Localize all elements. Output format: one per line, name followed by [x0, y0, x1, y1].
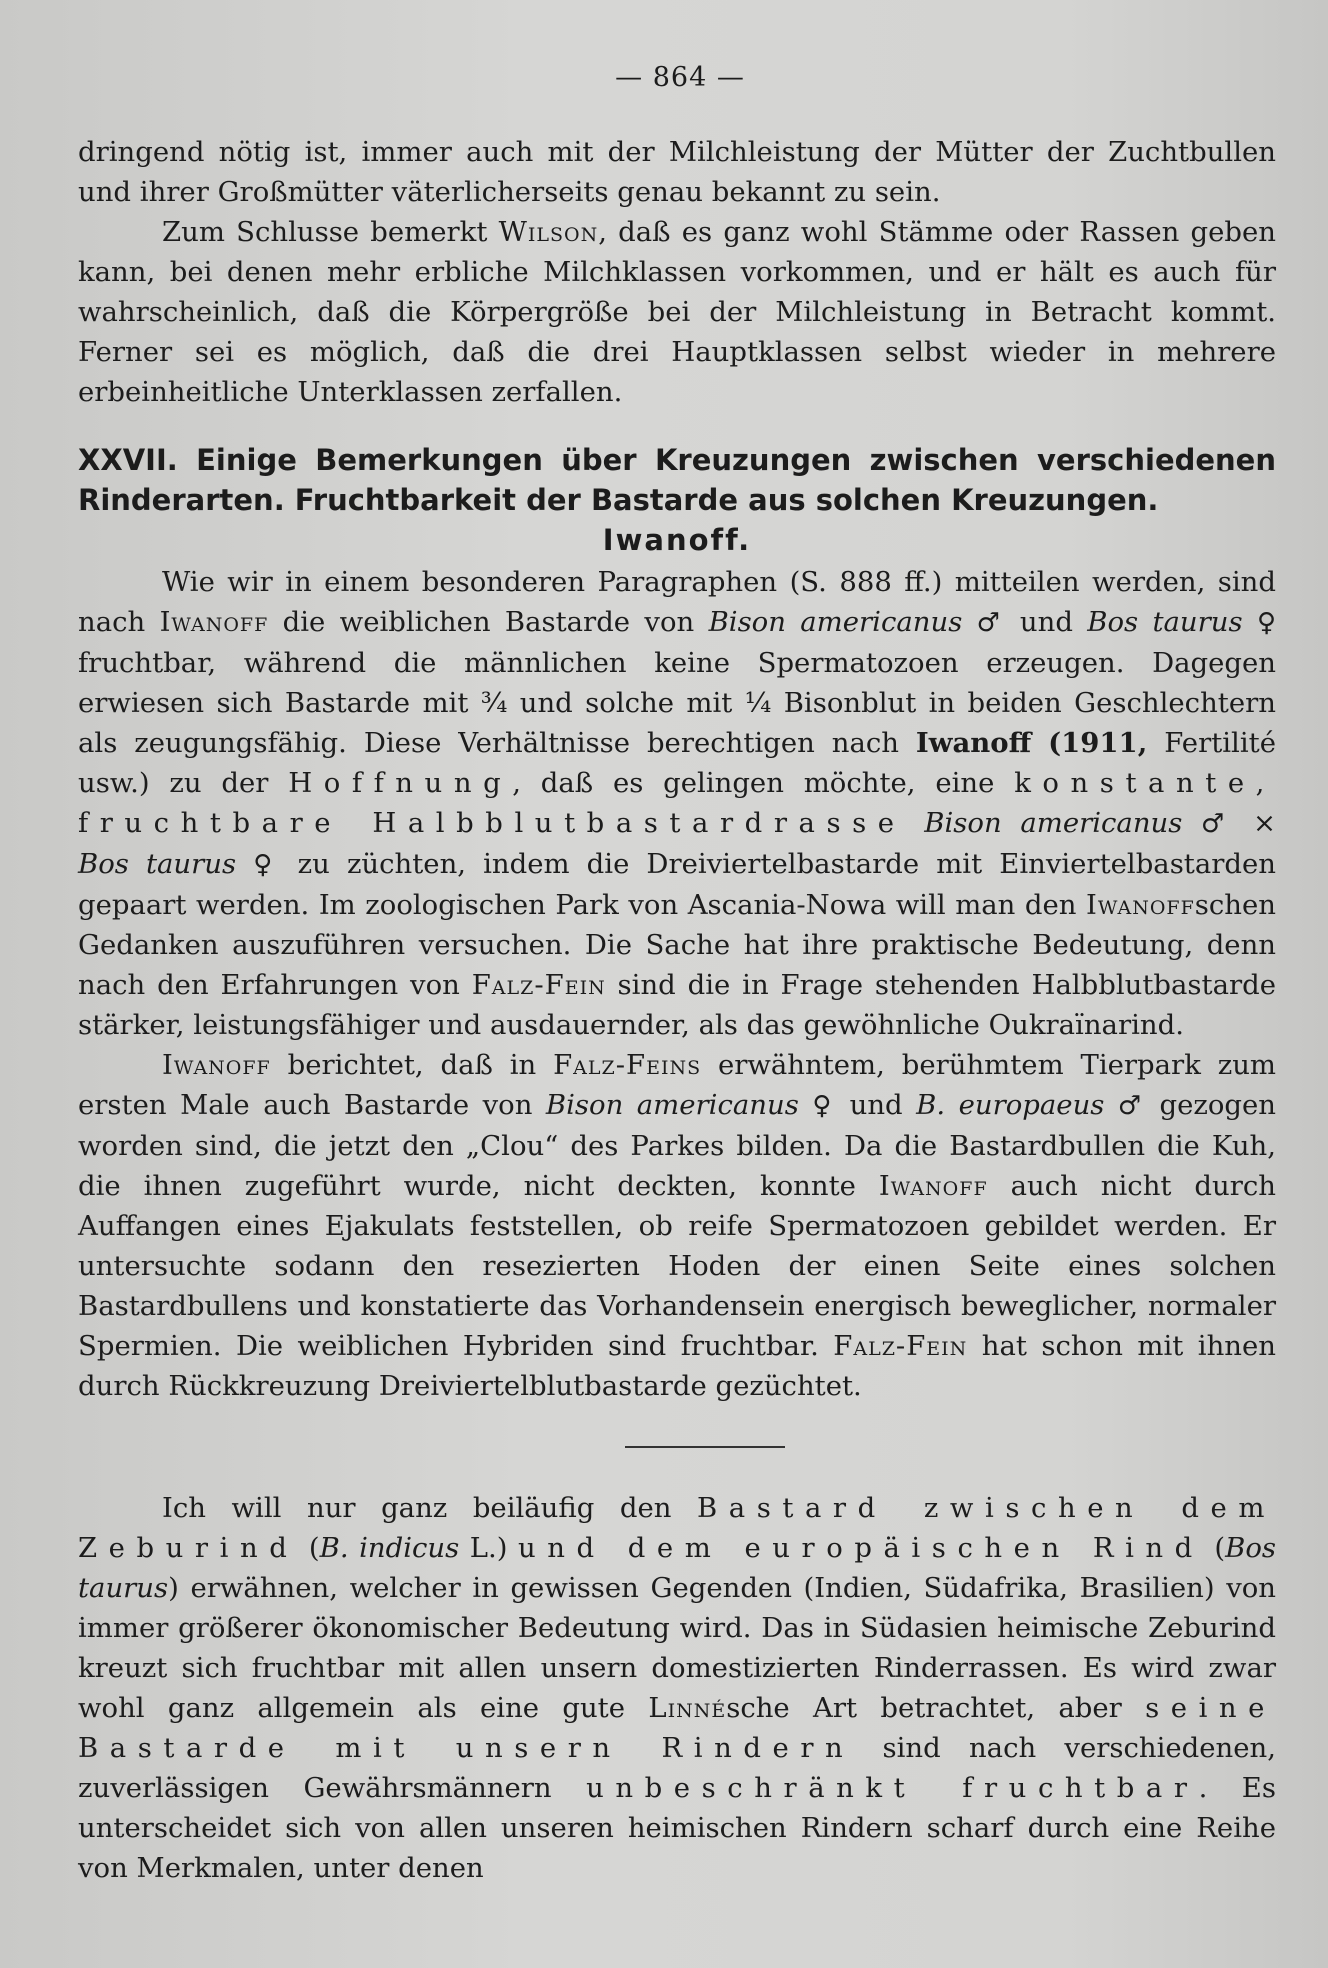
reference-year: (1911, — [1048, 727, 1148, 759]
author-name: Iwanoff — [1086, 889, 1195, 921]
paragraph-wilson — [78, 212, 1276, 412]
section-title: XXVII. Einige Bemerkungen über Kreuzungen zwischen verschiedenen Rinderarten. Fruchtbarkeit der Bastarde aus solchen Kreuzungen. — [78, 443, 1276, 517]
text-run: auch nicht durch Auffangen eines Ejakulats feststellen, ob reife Spermatozoen gebildet werden. Er untersuchte sodann den resezierten Hoden der einen Seite eines solchen Bastardbullens und konstatierte das Vorhandensein energisch beweglicher, normaler Spermien. Die weiblichen Hybriden sind fruchtbar. — [78, 1170, 1276, 1362]
text-run: , daß es ganz wohl Stämme oder Rassen geben kann, bei denen mehr erbliche Milchklassen vorkommen, und er hält es auch für wahrscheinlich, daß die Körpergröße bei der Milchleistung in Betracht kommt. Ferner sei es möglich, daß die drei Hauptklassen selbst wieder in mehrere erbeinheitliche Unterklassen zerfallen. — [78, 216, 1276, 408]
author-name: Wilson — [498, 216, 599, 248]
cross-symbol: × — [1252, 807, 1276, 839]
text-run: ( — [1203, 1532, 1226, 1564]
fraction: ¹⁄₄ — [744, 687, 772, 719]
text-run: Ich will nur ganz beiläufig den — [162, 1492, 698, 1524]
section-divider — [625, 1446, 785, 1448]
emphasis-spaced: konstante, fruchtbare Halbblutbastardrasse — [78, 767, 1276, 839]
text-run: berichtet, daß in — [270, 1049, 554, 1081]
text-run: . Es unterscheidet sich von allen unseren heimischen Rindern scharf durch eine Reihe von Merkmalen, unter denen — [78, 1772, 1276, 1884]
species-name: Bos taurus — [78, 848, 237, 880]
author-name: Linné — [648, 1692, 727, 1724]
page-number: — 864 — — [615, 62, 745, 93]
species-name: B. indicus — [319, 1532, 460, 1564]
text-run: sind nach verschiedenen, zuverlässigen Gewährsmännern — [78, 1732, 1276, 1804]
species-name: Bison americanus — [708, 606, 963, 638]
author-name: Falz-Fein — [471, 969, 606, 1001]
paragraph-zebu — [78, 1488, 1276, 1888]
author-name: Falz-Fein — [833, 1330, 968, 1362]
text-run: fruchtbar, während die männlichen keine Spermatozoen erzeugen. Dagegen erwiesen sich Bastarde mit — [78, 647, 1276, 719]
author-name: Iwanoff — [878, 1170, 988, 1202]
text-run: Bisonblut in beiden Geschlechtern als zeugungsfähig. Diese Verhältnisse berechtigen nach — [78, 687, 1276, 759]
text-run: die weiblichen Bastarde von — [268, 606, 709, 638]
text-run: sche Art betrachtet, aber — [726, 1692, 1146, 1724]
male-symbol-icon: ♂ — [1117, 1091, 1146, 1121]
author-name: Falz-Feins — [553, 1049, 702, 1081]
author-name: Iwanoff — [162, 1049, 271, 1081]
emphasis-spaced: seine Bastarde mit unsern Rindern — [78, 1692, 1276, 1764]
text-run: sind die in Frage stehenden Halbblutbastarde stärker, leistungsfähiger und ausdauernder, als das gewöhnliche Oukraïnarind. — [78, 969, 1276, 1041]
text-run: ( — [298, 1532, 320, 1564]
paragraph-iwanoff — [78, 562, 1276, 1045]
paragraph-continuation — [78, 132, 1276, 212]
text-run: erwähntem, berühmtem Tierpark zum ersten Male auch Bastarde von — [78, 1049, 1276, 1121]
text-run: L.) — [459, 1532, 519, 1564]
text-run: hat schon mit ihnen durch Rückkreuzung Dreiviertelblutbastarde gezüchtet. — [78, 1330, 1276, 1402]
female-symbol-icon: ♀ — [253, 850, 281, 880]
paragraph-falz-fein — [78, 1045, 1276, 1406]
section-author: Iwanoff. — [602, 523, 752, 557]
male-symbol-icon: ♂ — [1201, 809, 1235, 839]
species-name: Bos taurus — [78, 1532, 1276, 1604]
reference-author: Iwanoff — [915, 727, 1032, 759]
female-symbol-icon: ♀ — [812, 1091, 837, 1121]
species-name: Bison americanus — [545, 1089, 799, 1121]
text-run: dringend nötig ist, immer auch mit der Milchleistung der Mütter der Zuchtbullen und ihrer Großmütter väterlicherseits genau bekannt zu sein. — [78, 136, 1276, 208]
text-run: gezogen worden sind, die jetzt den „Clou“ des Parkes bilden. Da die Bastardbullen die Kuh, die ihnen zugeführt wurde, nicht deckten, konnte — [78, 1089, 1276, 1202]
species-name: B. europaeus — [916, 1089, 1105, 1121]
text-run: Zum Schlusse bemerkt — [162, 216, 499, 248]
emphasis-spaced: unbeschränkt fruchtbar — [586, 1772, 1199, 1804]
text-run: schen Gedanken auszuführen versuchen. Die Sache hat ihre praktische Bedeutung, denn nach den Erfahrungen von — [78, 889, 1276, 1001]
species-name: Bison americanus — [924, 807, 1183, 839]
text-run: zu züchten, indem die Dreiviertelbastarde mit Einviertelbastarden gepaart werden. Im zoologischen Park von Ascania-Nowa will man den — [78, 848, 1276, 921]
text-run: Wie wir in einem besonderen Paragraphen (S. 888 ff.) mitteilen werden, sind nach — [78, 566, 1276, 638]
page-body — [78, 132, 1276, 1888]
text-run: und — [1005, 606, 1088, 638]
fraction: ³⁄₄ — [480, 687, 508, 719]
female-symbol-icon: ♀ — [1256, 608, 1276, 638]
emphasis-spaced: und dem europäischen Rind — [518, 1532, 1204, 1564]
author-name: Iwanoff — [159, 606, 269, 638]
male-symbol-icon: ♂ — [976, 608, 1006, 638]
text-run: Fertilité usw.) zu der — [78, 727, 1276, 799]
text-run: und — [836, 1089, 917, 1121]
text-run: , daß es gelingen möchte, eine — [512, 767, 1015, 799]
text-run — [906, 807, 925, 839]
text-run: ) erwähnen, welcher in gewissen Gegenden (Indien, Südafrika, Brasilien) von immer größerer ökonomischer Bedeutung wird. Das in Südasien heimische Zeburind kreuzt sich fruchtbar mit allen unsern domestizierten Rinderrassen. Es wird zwar wohl ganz allgemein als eine gute — [78, 1572, 1276, 1724]
emphasis-spaced: Hoffnung — [288, 767, 513, 799]
text-run: und solche mit — [507, 687, 745, 719]
emphasis-spaced: Bastard zwischen dem Zeburind — [78, 1492, 1276, 1564]
species-name: Bos taurus — [1087, 606, 1243, 638]
section-heading — [78, 440, 1276, 560]
